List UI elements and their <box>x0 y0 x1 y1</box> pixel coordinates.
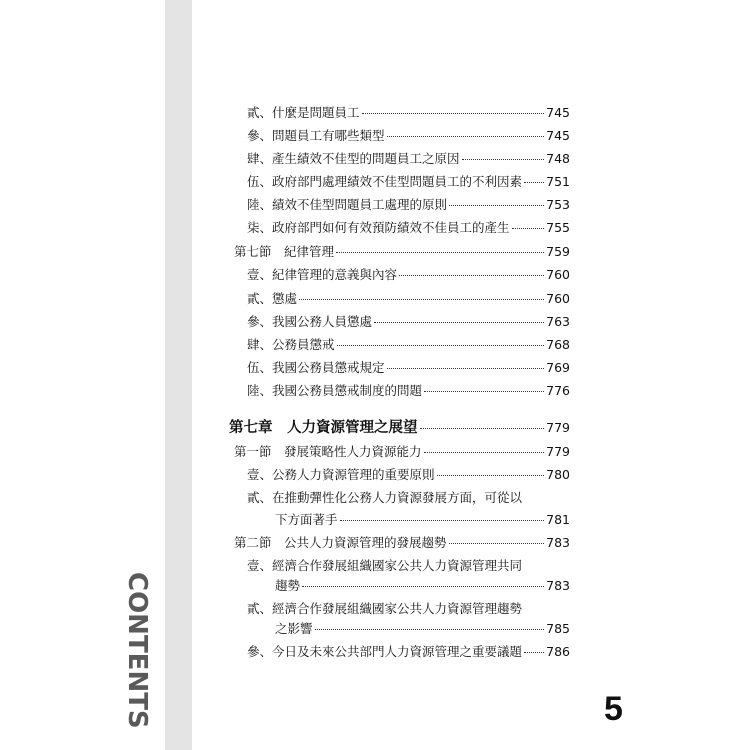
toc-entry[interactable] <box>247 337 570 355</box>
toc-entry[interactable] <box>247 174 570 192</box>
toc-entry[interactable] <box>247 360 570 378</box>
toc-entry-page: 745 <box>546 105 570 120</box>
toc-entry[interactable] <box>247 314 570 332</box>
toc-entry-title-line1[interactable]: 壹、經濟合作發展組織國家公共人力資源管理共同 <box>247 558 523 573</box>
dot-leader <box>424 452 545 453</box>
toc-entry[interactable] <box>247 151 570 169</box>
toc-entry-page: 785 <box>546 621 570 636</box>
toc-entry-title-line1[interactable]: 貳、在推動彈性化公務人力資源發展方面，可從以 <box>247 490 523 505</box>
toc-entry-page: 753 <box>546 197 570 212</box>
toc-entry-page: 779 <box>546 420 570 435</box>
dot-leader <box>387 136 545 137</box>
toc-entry-title: 第一節 發展策略性人力資源能力 <box>234 444 422 459</box>
toc-entry-title: 貳、什麼是問題員工 <box>247 105 360 120</box>
toc-entry-page: 783 <box>546 578 570 593</box>
toc-entry-page: 760 <box>546 291 570 306</box>
toc-entry-title-line2: 趨勢 <box>275 578 301 593</box>
page-number: 5 <box>604 690 623 728</box>
toc-entry[interactable] <box>275 512 570 530</box>
toc-section-entry[interactable] <box>234 444 570 462</box>
dot-leader <box>302 586 544 587</box>
dot-leader <box>437 475 545 476</box>
toc-entry-page: 748 <box>546 151 570 166</box>
toc-entry-page: 781 <box>546 512 570 527</box>
toc-entry[interactable] <box>247 267 570 285</box>
dot-leader <box>524 652 544 653</box>
dot-leader <box>449 543 545 544</box>
toc-entry-title: 第二節 公共人力資源管理的發展趨勢 <box>234 535 447 550</box>
dot-leader <box>362 113 545 114</box>
dot-leader <box>462 159 545 160</box>
dot-leader <box>340 520 545 521</box>
toc-entry-title: 肆、產生績效不佳型的問題員工之原因 <box>247 151 460 166</box>
toc-entry-page: 783 <box>546 535 570 550</box>
toc-entry-page: 755 <box>546 220 570 235</box>
toc-entry-title: 柒、政府部門如何有效預防績效不佳員工的產生 <box>247 220 510 235</box>
toc-section-entry[interactable] <box>234 244 570 262</box>
dot-leader <box>387 368 545 369</box>
toc-entry-title: 壹、公務人力資源管理的重要原則 <box>247 467 435 482</box>
toc-entry-title: 第七節 紀律管理 <box>234 244 335 259</box>
toc-entry-page: 760 <box>546 267 570 282</box>
toc-entry-title: 伍、我國公務員懲戒規定 <box>247 360 385 375</box>
dot-leader <box>512 228 545 229</box>
toc-entry-page: 745 <box>546 128 570 143</box>
dot-leader <box>337 345 545 346</box>
toc-entry-title: 陸、我國公務員懲戒制度的問題 <box>247 383 423 398</box>
toc-entry[interactable] <box>275 621 570 639</box>
toc-entry-title: 參、今日及未來公共部門人力資源管理之重要議題 <box>247 644 523 659</box>
contents-side-label: CONTENTS <box>122 572 152 729</box>
toc-entry[interactable] <box>247 644 570 662</box>
toc-entry-title: 參、我國公務人員懲處 <box>247 314 373 329</box>
toc-entry-page: 780 <box>546 467 570 482</box>
toc-entry-title-line1[interactable]: 貳、經濟合作發展組織國家公共人力資源管理趨勢 <box>247 601 523 616</box>
dot-leader <box>299 299 544 300</box>
toc-entry-title: 貳、懲處 <box>247 291 298 306</box>
toc-entry-page: 751 <box>546 174 570 189</box>
toc-entry-page: 779 <box>546 444 570 459</box>
dot-leader <box>449 205 544 206</box>
toc-entry[interactable] <box>247 383 570 401</box>
toc-entry-page: 763 <box>546 314 570 329</box>
dot-leader <box>524 182 544 183</box>
toc-entry[interactable] <box>247 467 570 485</box>
toc-entry[interactable] <box>247 291 570 309</box>
toc-entry-title: 壹、紀律管理的意義與內容 <box>247 267 398 282</box>
toc-entry-page: 759 <box>546 244 570 259</box>
dot-leader <box>315 629 545 630</box>
dot-leader <box>336 252 544 253</box>
toc-entry-page: 769 <box>546 360 570 375</box>
toc-entry-title-line2: 下方面著手 <box>275 512 338 527</box>
toc-entry-title: 陸、績效不佳型問題員工處理的原則 <box>247 197 448 212</box>
toc-entry[interactable] <box>247 105 570 123</box>
toc-entry[interactable] <box>247 197 570 215</box>
toc-entry-page: 786 <box>546 644 570 659</box>
toc-entry-page: 776 <box>546 383 570 398</box>
toc-chapter-title: 第七章 人力資源管理之展望 <box>229 419 418 436</box>
toc-entry[interactable] <box>247 220 570 238</box>
toc-chapter-entry[interactable] <box>229 420 570 438</box>
toc-entry-title-line2: 之影響 <box>275 621 313 636</box>
toc-entry-title: 伍、政府部門處理績效不佳型問題員工的不利因素 <box>247 174 523 189</box>
dot-leader <box>399 275 544 276</box>
toc-entry[interactable] <box>247 128 570 146</box>
dot-leader <box>424 391 544 392</box>
dot-leader <box>374 322 544 323</box>
toc-section-entry[interactable] <box>234 535 570 553</box>
toc-entry-title: 參、問題員工有哪些類型 <box>247 128 385 143</box>
dot-leader <box>420 428 545 429</box>
toc-entry-title: 肆、公務員懲戒 <box>247 337 335 352</box>
toc-entry-page: 768 <box>546 337 570 352</box>
toc-entry[interactable] <box>275 578 570 596</box>
